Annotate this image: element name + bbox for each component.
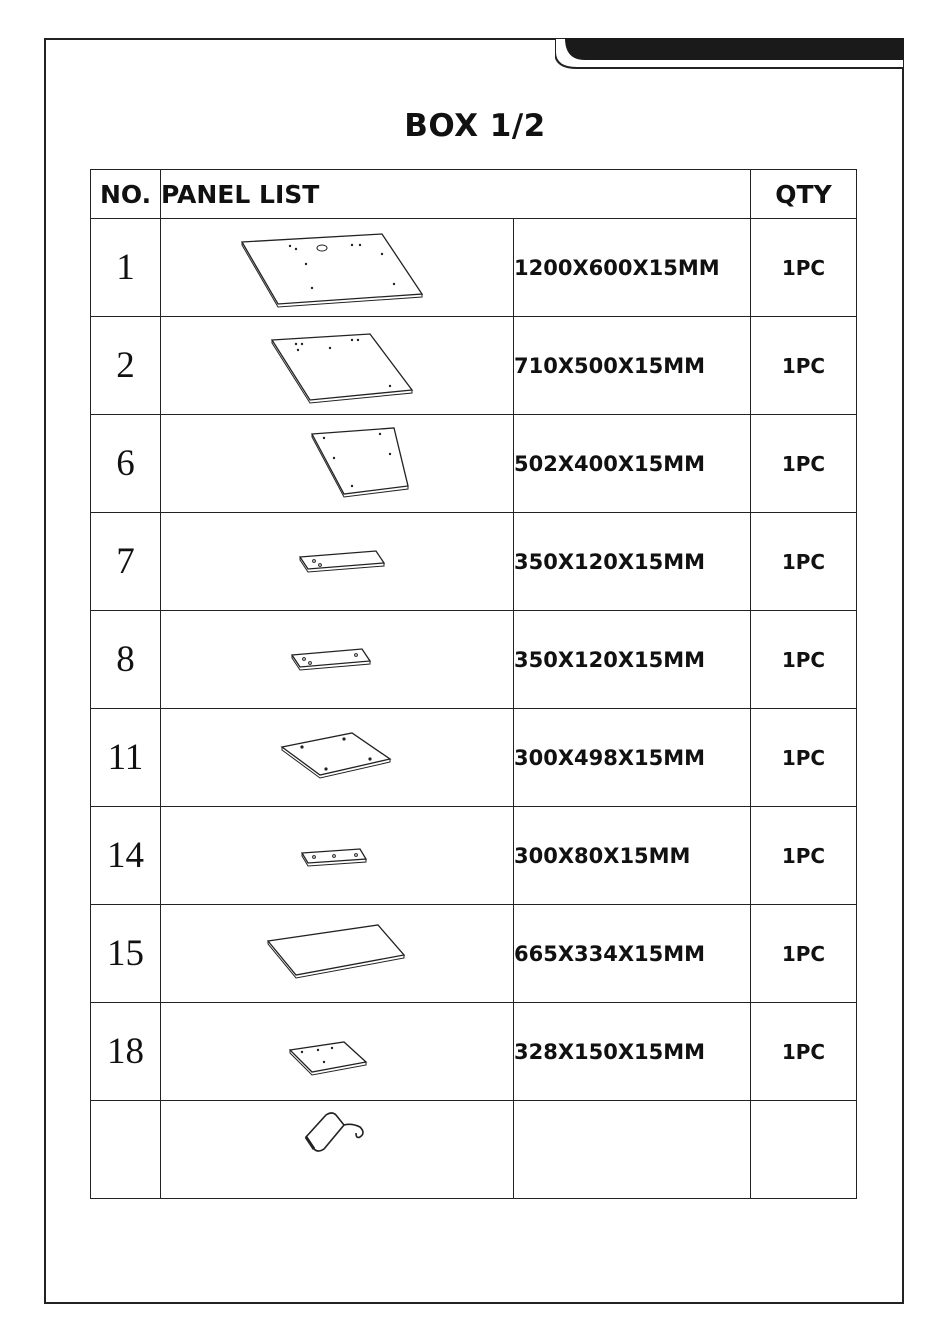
part-number: 6 xyxy=(91,415,161,513)
panel-quantity: 1PC xyxy=(751,317,857,415)
board-icon xyxy=(252,537,422,587)
board-icon xyxy=(252,635,422,685)
panel-dimensions: 328X150X15MM xyxy=(514,1003,751,1101)
panel-dimensions: 665X334X15MM xyxy=(514,905,751,1003)
part-number: 14 xyxy=(91,807,161,905)
plain-panel-icon xyxy=(252,919,422,989)
large-panel-icon xyxy=(232,228,442,308)
part-number: 15 xyxy=(91,905,161,1003)
panel-list-table xyxy=(90,169,857,1199)
panel-quantity: 1PC xyxy=(751,219,857,317)
part-number: 8 xyxy=(91,611,161,709)
header-qty: QTY xyxy=(751,170,857,219)
hardware-bag-icon xyxy=(252,1101,422,1161)
panel-dimensions: 1200X600X15MM xyxy=(514,219,751,317)
table-row xyxy=(91,709,857,807)
panel-quantity: 1PC xyxy=(751,709,857,807)
part-number: 7 xyxy=(91,513,161,611)
part-number: 1 xyxy=(91,219,161,317)
panel-quantity: 1PC xyxy=(751,1003,857,1101)
panel-dimensions: 300X80X15MM xyxy=(514,807,751,905)
panel-quantity xyxy=(751,1101,857,1199)
panel-dimensions: 350X120X15MM xyxy=(514,611,751,709)
panel-dimensions xyxy=(514,1101,751,1199)
table-row xyxy=(91,513,857,611)
table-header-row xyxy=(91,170,857,219)
part-number: 11 xyxy=(91,709,161,807)
board-icon xyxy=(252,831,422,881)
header-tab-bar xyxy=(555,38,904,70)
page-title: BOX 1/2 xyxy=(404,108,546,144)
panel-dimensions: 710X500X15MM xyxy=(514,317,751,415)
header-no: NO. xyxy=(91,170,161,219)
table-row xyxy=(91,317,857,415)
panel-quantity: 1PC xyxy=(751,415,857,513)
table-row xyxy=(91,807,857,905)
panel-dimensions: 350X120X15MM xyxy=(514,513,751,611)
panel-icon xyxy=(252,723,422,793)
table-row xyxy=(91,905,857,1003)
panel-dimensions: 300X498X15MM xyxy=(514,709,751,807)
panel-icon xyxy=(252,326,422,406)
part-number: 18 xyxy=(91,1003,161,1101)
part-number: 2 xyxy=(91,317,161,415)
panel-icon xyxy=(252,422,422,506)
panel-icon xyxy=(252,1022,422,1082)
table-row xyxy=(91,415,857,513)
panel-quantity: 1PC xyxy=(751,611,857,709)
part-number xyxy=(91,1101,161,1199)
table-row xyxy=(91,1101,857,1199)
table-row xyxy=(91,219,857,317)
table-row xyxy=(91,611,857,709)
table-row xyxy=(91,1003,857,1101)
panel-quantity: 1PC xyxy=(751,905,857,1003)
header-panel-list: PANEL LIST xyxy=(161,170,751,219)
panel-quantity: 1PC xyxy=(751,513,857,611)
panel-quantity: 1PC xyxy=(751,807,857,905)
panel-dimensions: 502X400X15MM xyxy=(514,415,751,513)
